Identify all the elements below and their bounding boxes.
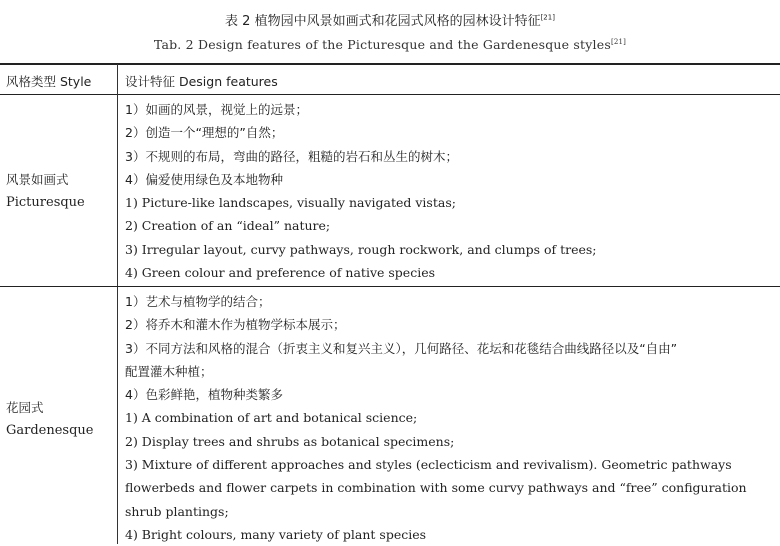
feature-line: 2) Display trees and shrubs as botanical specimens; bbox=[125, 433, 455, 449]
feature-line: 2）将乔木和灌木作为植物学标本展示； bbox=[125, 317, 346, 333]
table-caption-cn bbox=[0, 10, 780, 29]
style-cn-label: 风景如画式 bbox=[6, 172, 69, 187]
feature-line: 配置灌木种植； bbox=[125, 363, 213, 379]
feature-line: 4）偏爱使用绿色及本地物种 bbox=[125, 171, 283, 187]
feature-line: 1) Picture-like landscapes, visually navigated vistas; bbox=[125, 195, 456, 211]
feature-line: 4) Green colour and preference of native species bbox=[125, 265, 436, 281]
style-cn-label: 花园式 bbox=[6, 400, 44, 415]
header-style: 风格类型 Style bbox=[6, 74, 92, 89]
feature-line: 4) Bright colours, many variety of plant species bbox=[125, 526, 427, 542]
row-gardenesque-features bbox=[125, 290, 780, 546]
feature-line: 4）色彩鲜艳，植物种类繁多 bbox=[125, 387, 283, 403]
table-caption-en bbox=[0, 37, 780, 52]
column-divider bbox=[117, 64, 118, 544]
caption-en-ref: [21] bbox=[610, 37, 627, 46]
row-gardenesque-style bbox=[6, 396, 94, 442]
caption-cn-ref: [21] bbox=[540, 13, 555, 22]
feature-line: 3) Mixture of different approaches and styles (eclecticism and revivalism). Geometric pathways bbox=[125, 457, 732, 473]
row-picturesque-features bbox=[125, 98, 780, 284]
style-en-label: Gardenesque bbox=[6, 423, 94, 438]
feature-line: 1) A combination of art and botanical science; bbox=[125, 410, 418, 426]
feature-line: 1）如画的风景，视觉上的远景； bbox=[125, 102, 308, 117]
feature-line: shrub plantings; bbox=[125, 503, 229, 519]
feature-line: 3）不同方法和风格的混合（折衷主义和复兴主义），几何路径、花坛和花毯结合曲线路径以及“自由” bbox=[125, 340, 678, 356]
row-separator bbox=[0, 286, 780, 287]
row-picturesque-style bbox=[6, 168, 85, 214]
header-features: 设计特征 Design features bbox=[125, 74, 278, 89]
caption-en-text: Tab. 2 Design features of the Picturesque and the Gardenesque styles bbox=[153, 37, 611, 52]
feature-line: 3）不规则的布局，弯曲的路径，粗糙的岩石和丛生的树木； bbox=[125, 148, 458, 164]
caption-cn-text: 表 2 植物园中风景如画式和花园式风格的园林设计特征 bbox=[225, 14, 541, 29]
feature-line: flowerbeds and flower carpets in combination with some curvy pathways and “free” configuration bbox=[125, 480, 747, 496]
feature-line: 3) Irregular layout, curvy pathways, rough rockwork, and clumps of trees; bbox=[125, 241, 597, 257]
feature-line: 1）艺术与植物学的结合； bbox=[125, 294, 271, 309]
feature-line: 2）创造一个“理想的”自然； bbox=[125, 125, 284, 141]
style-en-label: Picturesque bbox=[6, 195, 85, 210]
feature-line: 2) Creation of an “ideal” nature; bbox=[125, 218, 331, 234]
